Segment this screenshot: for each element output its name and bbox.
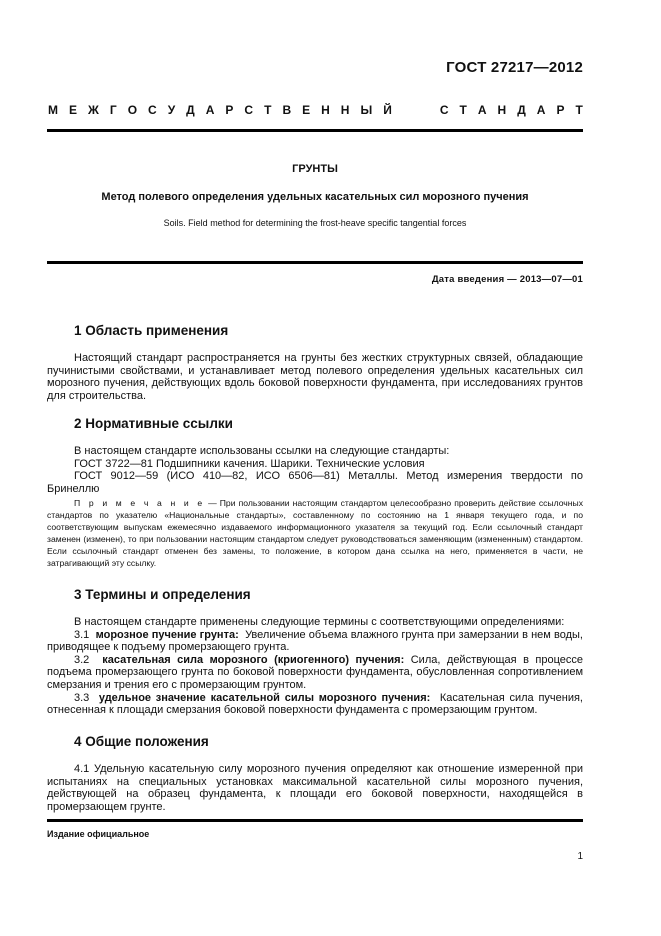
section-4-body bbox=[47, 763, 583, 813]
standard-type-letter: А bbox=[205, 103, 215, 117]
section-2-body bbox=[47, 445, 583, 495]
standard-type-letter: Н bbox=[497, 103, 507, 117]
section-heading-1: 1 Область применения bbox=[74, 323, 229, 338]
term-item bbox=[47, 654, 583, 692]
reference-item: ГОСТ 3722—81 Подшипники качения. Шарики. Технические условия bbox=[74, 457, 425, 470]
standard-type-letter: А bbox=[477, 103, 487, 117]
standard-type-letter: Н bbox=[340, 103, 350, 117]
standard-type-letter: Е bbox=[69, 103, 78, 117]
document-subtitle: Метод полевого определения удельных касательных сил морозного пучения bbox=[101, 191, 529, 203]
standard-type-letter: Р bbox=[225, 103, 234, 117]
section-4-paragraph: 4.1 Удельную касательную силу морозного пучения определяют как отношение измеренной при испытаниях на специальных установках максимальной касательной силы морозного пучения, действующей на образец фундамента, к площади его боковой поверхности, находящейся в промерзающем грунте. bbox=[47, 763, 583, 813]
reference-item: ГОСТ 9012—59 (ИСО 410—82, ИСО 6506—81) Металлы. Метод измерения твердости по Бринеллю bbox=[47, 470, 583, 495]
term-item bbox=[47, 692, 583, 717]
standard-type-letter: О bbox=[127, 103, 138, 117]
standard-type-letter: Ж bbox=[88, 103, 99, 117]
section-1-body bbox=[47, 352, 583, 402]
introduction-date: Дата введения — 2013—07—01 bbox=[431, 274, 583, 285]
standard-type-letter: Д bbox=[517, 103, 526, 117]
standard-type-letter: С bbox=[244, 103, 254, 117]
section-3-body bbox=[47, 616, 583, 717]
term-definition: Сила, действующая в процессе подъема промерзающего грунта по боковой поверхности фундамента, обусловленная сопротивлением смерзания и трения его с промерзающим грунтом. bbox=[47, 653, 583, 691]
standard-type-letter: Е bbox=[302, 103, 311, 117]
term-name: морозное пучение грунта: bbox=[95, 628, 239, 641]
edition-label: Издание официальное bbox=[47, 829, 150, 839]
term-definition: Увеличение объема влажного грунта при замерзании в нем воды, приводящее к подъему промерзающего грунта. bbox=[47, 628, 583, 654]
section-heading-3: 3 Термины и определения bbox=[74, 587, 251, 602]
term-item bbox=[47, 629, 583, 654]
standard-type-letter: Й bbox=[383, 103, 392, 117]
document-title-english: Soils. Field method for determining the frost-heave specific tangential forces bbox=[163, 218, 467, 228]
term-number: 3.3 bbox=[74, 691, 90, 704]
section-heading-2: 2 Нормативные ссылки bbox=[74, 416, 233, 431]
section-1-paragraph: Настоящий стандарт распространяется на грунты без жестких структурных связей, обладающие пучинистыми свойствами, и устанавливает метод полевого определения удельных касательных сил морозного пучения, действующих вдоль боковой поверхности фундамента, при исследованиях грунтов для строительства. bbox=[47, 352, 583, 402]
standard-type-letter: А bbox=[536, 103, 546, 117]
standard-type-letter: Г bbox=[109, 103, 117, 117]
standard-type-letter: Т bbox=[459, 103, 467, 117]
note-label: П р и м е ч а н и е bbox=[74, 498, 205, 508]
references-intro: В настоящем стандарте использованы ссылки на следующие стандарты: bbox=[74, 445, 450, 457]
note-text: — При пользовании настоящим стандартом целесообразно проверить действие ссылочных стандартов по указателю «Национальные стандарты», составленному по состоянию на 1 января текущего года, и по соответствующим выпускам ежемесячно издаваемого информационного указателя за текущий год. Если ссылочный стандарт заменен (изменен), то при пользовании настоящим стандартом следует руководствоваться заменяющим (измененным) стандартом. Если ссылочный стандарт отменен без замены, то положение, в котором дана ссылка на него, применяется в части, не затрагивающий эту ссылку. bbox=[47, 498, 584, 568]
standard-type-letter: Т bbox=[264, 103, 272, 117]
standard-type-letter: Н bbox=[321, 103, 330, 117]
footer-rule bbox=[47, 819, 583, 822]
standard-type-letter: Ы bbox=[360, 103, 373, 117]
gost-code: ГОСТ 27217—2012 bbox=[446, 59, 583, 76]
standard-type-letter: С bbox=[148, 103, 157, 117]
term-number: 3.2 bbox=[74, 653, 90, 666]
standard-type-letter: С bbox=[439, 103, 449, 117]
standard-type-letter: М bbox=[48, 103, 58, 117]
standard-type-letter: Р bbox=[556, 103, 565, 117]
standard-type bbox=[48, 103, 583, 117]
terms-intro: В настоящем стандарте применены следующие термины с соответствующими определениями: bbox=[74, 616, 565, 628]
standard-type-letter: Д bbox=[186, 103, 195, 117]
standard-type-letter: В bbox=[282, 103, 292, 117]
term-definition: Касательная сила пучения, отнесенная к площади смерзания боковой поверхности фундамента с промерзающим грунтом. bbox=[47, 691, 583, 717]
references-note bbox=[47, 498, 583, 569]
term-number: 3.1 bbox=[74, 628, 90, 641]
term-name: касательная сила морозного (криогенного) пучения: bbox=[102, 653, 405, 666]
section-heading-4: 4 Общие положения bbox=[74, 734, 209, 749]
header-rule bbox=[47, 129, 583, 132]
page-number: 1 bbox=[577, 851, 583, 862]
standard-type-letter: Т bbox=[575, 103, 583, 117]
title-rule bbox=[47, 261, 583, 264]
standard-type-letter: У bbox=[167, 103, 176, 117]
document-title: ГРУНТЫ bbox=[292, 163, 338, 175]
term-name: удельное значение касательной силы морозного пучения: bbox=[98, 691, 431, 704]
word-gap bbox=[403, 103, 429, 117]
